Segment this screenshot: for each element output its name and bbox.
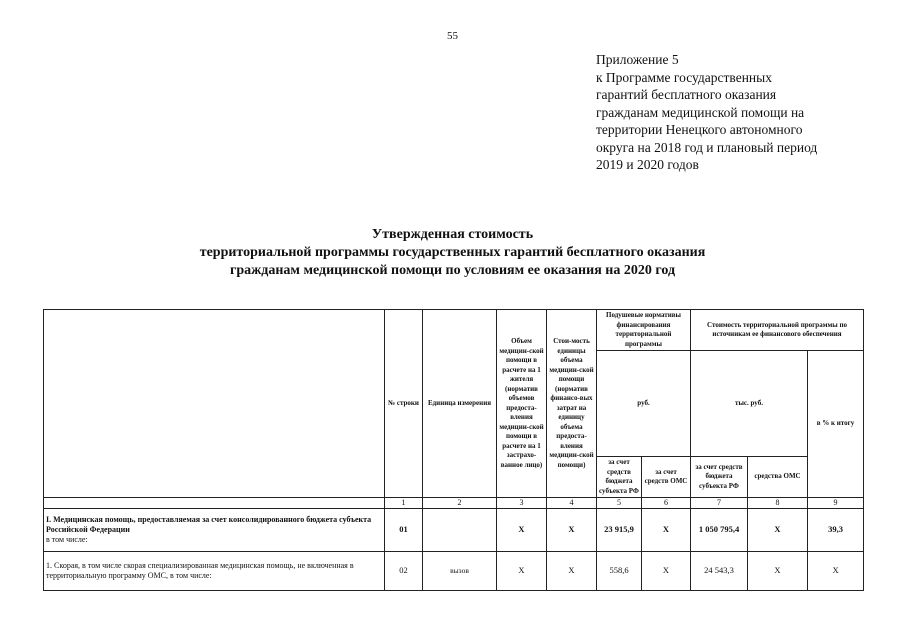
document-title (0, 226, 905, 280)
row-per-capita-oms: Х (642, 551, 691, 590)
header-cost-unit: тыс. руб. (691, 351, 808, 457)
header-oms: за счет средств ОМС (642, 457, 691, 498)
row-per-capita-budget: 558,6 (597, 551, 642, 590)
title-line: территориальной программы государственных гарантий бесплатного оказания (199, 245, 706, 260)
column-number: 1 (385, 498, 423, 509)
header-budget-rf-cost: за счет средств бюджета субъекта РФ (691, 457, 748, 498)
title-line: Утвержденная стоимость (371, 227, 534, 242)
row-cost-budget: 24 543,3 (691, 551, 748, 590)
appendix-line: территории Ненецкого автономного (596, 122, 803, 137)
appendix-line: гарантий бесплатного оказания (596, 87, 777, 102)
row-unit: вызов (423, 551, 497, 590)
header-unit: Единица измерения (423, 310, 497, 498)
header-volume: Объем медицин-ской помощи в расчете на 1 жителя (норматив объемов предоста-вления медицин-ской помощи в расчете на 1 застрахо-ванное лицо) (497, 310, 547, 498)
page-number: 55 (447, 30, 458, 42)
row-unit-cost: Х (547, 508, 597, 551)
header-oms-cost: средства ОМС (748, 457, 808, 498)
appendix-line: 2019 и 2020 годов (596, 157, 699, 172)
appendix-line: гражданам медицинской помощи на (596, 104, 805, 120)
appendix-line: к Программе государственных (596, 69, 772, 85)
header-percent: в % к итогу (808, 351, 864, 498)
row-unit-cost: Х (547, 551, 597, 590)
column-number: 2 (423, 498, 497, 509)
column-number: 8 (748, 498, 808, 509)
table-row (44, 508, 864, 551)
row-cost-budget: 1 050 795,4 (691, 508, 748, 551)
row-volume: Х (497, 551, 547, 590)
row-description (44, 508, 385, 551)
appendix-line: округа на 2018 год и плановый период (596, 139, 818, 155)
cost-table (43, 309, 864, 591)
column-number-blank (44, 498, 385, 509)
column-number: 7 (691, 498, 748, 509)
title-line: гражданам медицинской помощи по условиям ее оказания на 2020 год (229, 263, 676, 278)
column-number: 6 (642, 498, 691, 509)
row-description-sub: в том числе: (46, 534, 88, 544)
row-volume: Х (497, 508, 547, 551)
row-number: 02 (385, 551, 423, 590)
header-cost-by-source: Стоимость территориальной программы по источникам ее финансового обеспечения (691, 310, 864, 351)
header-description (44, 310, 385, 498)
header-per-capita-unit: руб. (597, 351, 691, 457)
header-row-number: № строки (385, 310, 423, 498)
row-unit (423, 508, 497, 551)
column-number: 5 (597, 498, 642, 509)
table-row (44, 551, 864, 590)
column-number: 4 (547, 498, 597, 509)
row-cost-oms: Х (748, 551, 808, 590)
row-per-capita-budget: 23 915,9 (597, 508, 642, 551)
column-number: 3 (497, 498, 547, 509)
header-budget-rf: за счет средств бюджета субъекта РФ (597, 457, 642, 498)
appendix-note (596, 51, 896, 174)
row-description (44, 551, 385, 590)
row-cost-oms: Х (748, 508, 808, 551)
row-percent: Х (808, 551, 864, 590)
row-per-capita-oms: Х (642, 508, 691, 551)
row-description-main: I. Медицинская помощь, предоставляемая за счет консолидированного бюджета субъекта Российской Федерации (46, 514, 372, 534)
row-percent: 39,3 (808, 508, 864, 551)
header-unit-cost: Стои-мость единицы объема медицин-ской помощи (норматив финансо-вых затрат на единицу объема предоста-вления медицин-ской помощи) (547, 310, 597, 498)
row-number: 01 (385, 508, 423, 551)
column-number: 9 (808, 498, 864, 509)
appendix-line: Приложение 5 (596, 52, 679, 67)
header-per-capita: Подушевые нормативы финансирования территориальной программы (597, 310, 691, 351)
row-description-main: 1. Скорая, в том числе скорая специализированная медицинская помощь, не включенная в территориальную программу ОМС, в том числе: (46, 560, 354, 580)
